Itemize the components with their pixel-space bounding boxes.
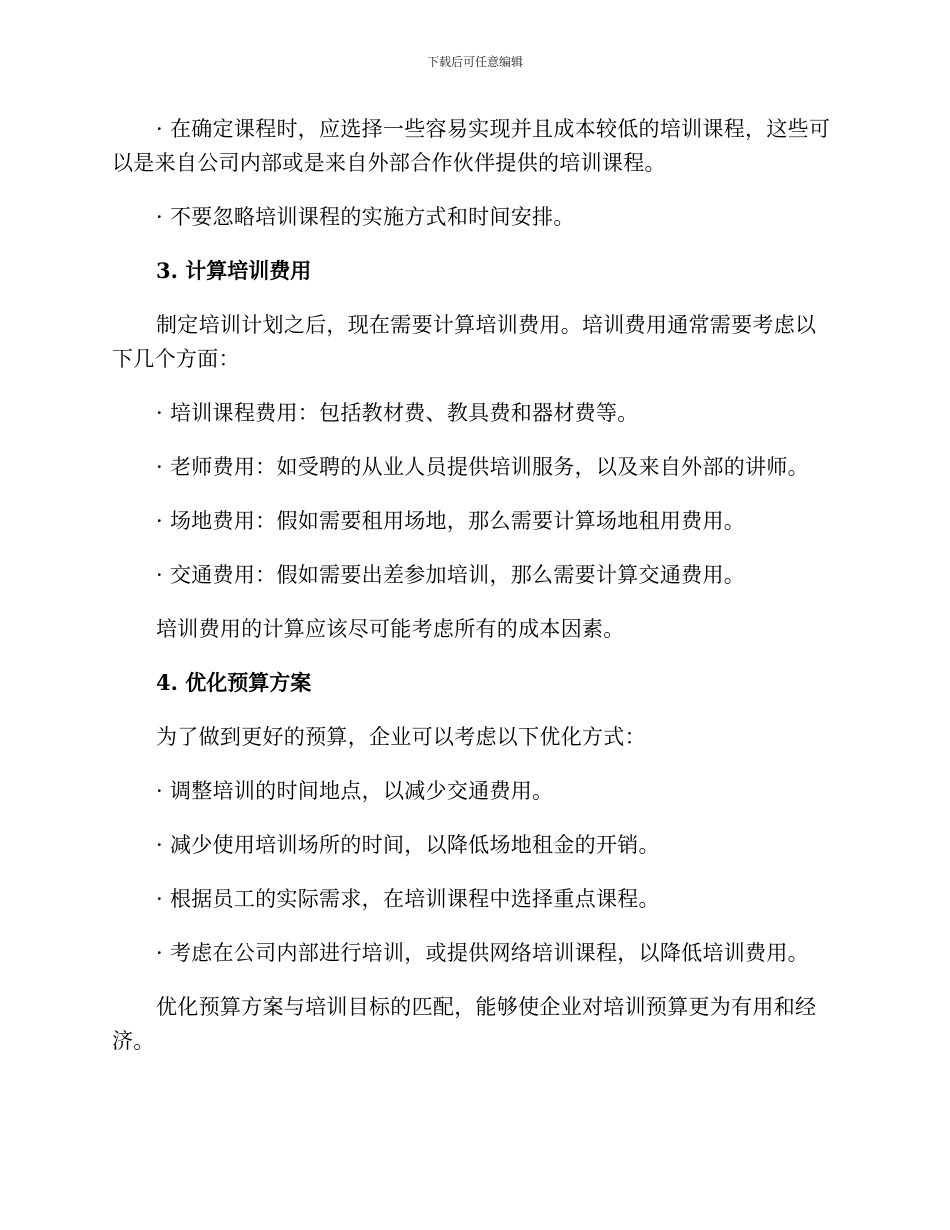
page-header: 下载后可任意编辑 xyxy=(426,55,523,69)
document-body xyxy=(112,112,836,1058)
bullet-paragraph: · 交通费用：假如需要出差参加培训，那么需要计算交通费用。 xyxy=(156,563,746,587)
bullet-paragraph: · 根据员工的实际需求，在培训课程中选择重点课程。 xyxy=(156,887,660,911)
bullet-paragraph: · 场地费用：假如需要租用场地，那么需要计算场地租用费用。 xyxy=(156,509,746,533)
body-paragraph: 为了做到更好的预算，企业可以考虑以下优化方式： xyxy=(156,725,646,749)
bullet-paragraph: · 考虑在公司内部进行培训，或提供网络培训课程，以降低培训费用。 xyxy=(156,941,809,965)
bullet-paragraph: · 在确定课程时，应选择一些容易实现并且成本较低的培训课程，这些可以是来自公司内部或是来自外部合作伙伴提供的培训课程。 xyxy=(112,117,831,175)
body-paragraph: 优化预算方案与培训目标的匹配，能够使企业对培训预算更为有用和经济。 xyxy=(112,995,817,1053)
bullet-paragraph: · 减少使用培训场所的时间，以降低场地租金的开销。 xyxy=(156,833,660,857)
section-heading: 4. 优化预算方案 xyxy=(156,670,312,695)
body-paragraph: 培训费用的计算应该尽可能考虑所有的成本因素。 xyxy=(156,617,625,641)
bullet-paragraph: · 不要忽略培训课程的实施方式和时间安排。 xyxy=(156,205,575,229)
body-paragraph: 制定培训计划之后，现在需要计算培训费用。培训费用通常需要考虑以下几个方面： xyxy=(112,313,817,371)
bullet-paragraph: · 调整培训的时间地点，以减少交通费用。 xyxy=(156,779,554,803)
bullet-paragraph: · 培训课程费用：包括教材费、教具费和器材费等。 xyxy=(156,401,639,425)
section-heading: 3. 计算培训费用 xyxy=(156,258,312,283)
bullet-paragraph: · 老师费用：如受聘的从业人员提供培训服务，以及来自外部的讲师。 xyxy=(156,455,809,479)
